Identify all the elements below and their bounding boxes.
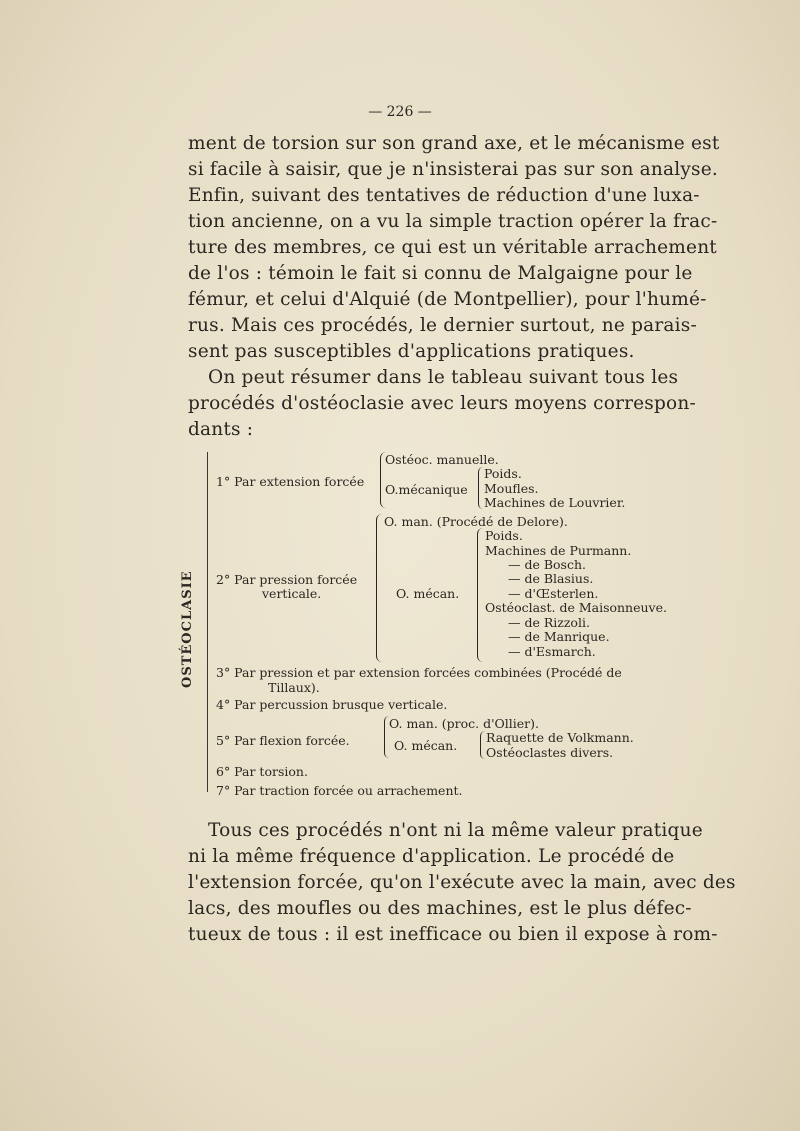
row1-c1: Poids. — [484, 466, 522, 481]
text-line: On peut résumer dans le tableau suivant tous les — [208, 367, 679, 388]
text-line: Tous ces procédés n'ont ni la même valeur pratique — [208, 820, 703, 841]
row2-item: — de Manrique. — [508, 629, 610, 644]
text-line: dants : — [188, 419, 254, 440]
row2-label-2: verticale. — [262, 586, 322, 601]
text-line: procédés d'ostéoclasie avec leurs moyens correspon- — [188, 393, 696, 414]
row2-item: Machines de Purmann. — [485, 543, 632, 558]
row5-c2: Ostéoclastes divers. — [486, 745, 614, 760]
row1-label: 1° Par extension forcée — [216, 474, 365, 489]
row2-item: Poids. — [485, 528, 523, 543]
page-number: — 226 — — [368, 104, 432, 120]
text-line: tion ancienne, on a vu la simple traction opérer la frac- — [188, 211, 718, 232]
row4-label: 4° Par percussion brusque verticale. — [216, 697, 448, 712]
row3-label-2: Tillaux). — [268, 680, 320, 695]
brace — [477, 528, 483, 662]
row1-b: O.mécanique — [385, 482, 468, 497]
text-line: de l'os : témoin le fait si connu de Malgaigne pour le — [188, 263, 693, 284]
row1-c3: Machines de Louvrier. — [484, 495, 626, 510]
brace — [376, 514, 383, 662]
text-line: tueux de tous : il est inefficace ou bien il expose à rom- — [188, 924, 718, 945]
text-line: fémur, et celui d'Alquié (de Montpellier), pour l'humé- — [188, 289, 707, 310]
row2-a: O. man. (Procédé de Delore). — [384, 514, 568, 529]
text-line: sent pas susceptibles d'applications pratiques. — [188, 341, 635, 362]
text-line: si facile à saisir, que je n'insisterai pas sur son analyse. — [188, 159, 718, 180]
text-line: lacs, des moufles ou des machines, est le plus défec- — [188, 898, 692, 919]
row2-item: Ostéoclast. de Maisonneuve. — [485, 600, 667, 615]
row5-a: O. man. (proc. d'Ollier). — [389, 716, 539, 731]
text-line: l'extension forcée, qu'on l'exécute avec la main, avec des — [188, 872, 736, 893]
row5-b: O. mécan. — [394, 738, 458, 753]
text-line: ment de torsion sur son grand axe, et le mécanisme est — [188, 133, 720, 154]
row2-item: — d'Esmarch. — [508, 644, 596, 659]
text-line: Enfin, suivant des tentatives de réduction d'une luxa- — [188, 185, 700, 206]
row1-a: Ostéoc. manuelle. — [385, 452, 499, 467]
row6-label: 6° Par torsion. — [216, 764, 308, 779]
row3-label: 3° Par pression et par extension forcées combinées (Procédé de — [216, 665, 622, 680]
row7-label: 7° Par traction forcée ou arrachement. — [216, 783, 463, 798]
row5-label: 5° Par flexion forcée. — [216, 733, 350, 748]
table-left-rule — [207, 452, 208, 792]
side-label: OSTÉOCLASIE — [180, 570, 195, 688]
row2-item: — de Bosch. — [508, 557, 586, 572]
brace — [478, 467, 483, 509]
paragraph-1 — [188, 131, 720, 365]
row2-item: — de Rizzoli. — [508, 615, 590, 630]
row2-item: — de Blasius. — [508, 571, 594, 586]
row2-label: 2° Par pression forcée — [216, 572, 358, 587]
text-line: rus. Mais ces procédés, le dernier surtout, ne parais- — [188, 315, 697, 336]
paragraph-2 — [188, 365, 696, 443]
paragraph-3 — [188, 818, 736, 948]
brace — [480, 731, 485, 759]
text-line: ture des membres, ce qui est un véritable arrachement — [188, 237, 717, 258]
row2-item: — d'Œsterlen. — [508, 586, 599, 601]
row5-c1: Raquette de Volkmann. — [486, 730, 634, 745]
text-line: ni la même fréquence d'application. Le procédé de — [188, 846, 675, 867]
row2-b: O. mécan. — [396, 586, 460, 601]
row1-c2: Moufles. — [484, 481, 539, 496]
